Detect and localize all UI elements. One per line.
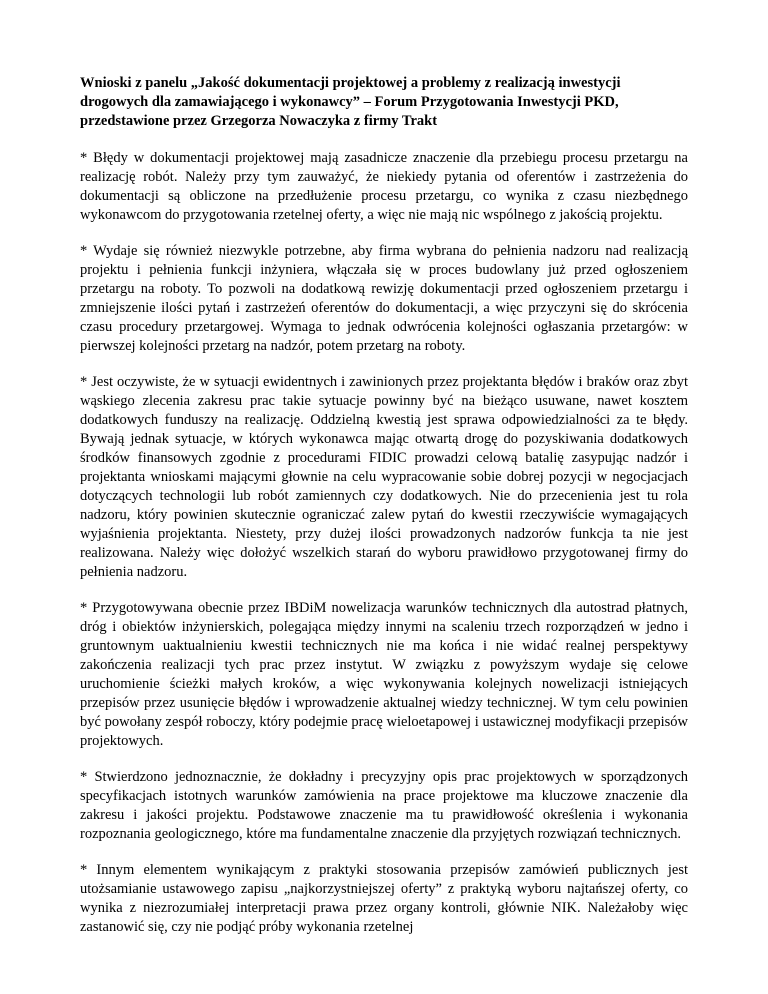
paragraph-3: * Jest oczywiste, że w sytuacji ewidentnych i zawinionych przez projektanta błędów i braków oraz zbyt wąskiego zlecenia zakresu prac takie sytuacje powinny być na bieżąco usuwane, nawet kosztem dodatkowych funduszy na realizację. Oddzielną kwestią jest sprawa odpowiedzialności za te błędy. Bywają jednak sytuacje, w których wykonawca mając otwartą drogę do pozyskiwania dodatkowych środków finansowych zgodnie z procedurami FIDIC prowadzi celową batalię zasypując nadzór i projektanta wnioskami mającymi głownie na celu wypracowanie sobie dobrej pozycji w negocjacjach dotyczących technologii lub robót zamiennych czy dodatkowych. Nie do przecenienia jest tu rola nadzoru, który powinien skutecznie ograniczać zalew pytań do kwestii rzeczywiście wymagających wyjaśnienia projektanta. Niestety, przy dużej ilości prowadzonych nadzorów funkcja ta nie jest realizowana. Należy więc dołożyć wszelkich starań do wyboru prawidłowo przygotowanej firmy do pełnienia nadzoru. — [80, 374, 688, 580]
paragraph-4: * Przygotowywana obecnie przez IBDiM nowelizacja warunków technicznych dla autostrad płatnych, dróg i obiektów inżynierskich, polegająca między innymi na scaleniu trzech rozporządzeń w jedno i gruntownym uaktualnieniu kwestii technicznych nie ma końca i nie widać realnej perspektywy zakończenia realizacji tych prac przez instytut. W związku z powyższym wydaje się celowe uruchomienie ścieżki małych kroków, a więc wykonywania kolejnych nowelizacji istniejących przepisów przez usunięcie błędów i wprowadzenie aktualnej wiedzy technicznej. W tym celu powinien być powołany zespół roboczy, który podejmie pracę wieloetapowej i ustawicznej modyfikacji przepisów projektowych. — [80, 600, 688, 749]
paragraph-6: * Innym elementem wynikającym z praktyki stosowania przepisów zamówień publicznych jest utożsamianie ustawowego zapisu „najkorzystniejszej oferty” z praktyką wyboru najtańszej oferty, co wynika z niezrozumiałej interpretacji prawa przez organy kontroli, głównie NIK. Należałoby więc zastanowić się, czy nie podjąć próby wykonania rzetelnej — [80, 862, 688, 935]
paragraph-1: * Błędy w dokumentacji projektowej mają zasadnicze znaczenie dla przebiegu procesu przetargu na realizację robót. Należy przy tym zauważyć, że niekiedy pytania od oferentów i zastrzeżenia do dokumentacji są obliczone na przedłużenie procesu przetargu, co wynika z czasu niezbędnego wykonawcom do przygotowania rzetelnej oferty, a więc nie mają nic wspólnego z jakością projektu. — [80, 150, 688, 223]
paragraph-5: * Stwierdzono jednoznacznie, że dokładny i precyzyjny opis prac projektowych w sporządzonych specyfikacjach istotnych warunków zamówienia na prace projektowe ma kluczowe znaczenie dla zakresu i jakości projektu. Podstawowe znaczenie ma tu prawidłowość określenia i wykonania rozpoznania geologicznego, które ma fundamentalne znaczenie dla przyjętych rozwiązań technicznych. — [80, 769, 688, 842]
document-title: Wnioski z panelu „Jakość dokumentacji projektowej a problemy z realizacją inwestycji drogowych dla zamawiającego i wykonawcy” – Forum Przygotowania Inwestycji PKD, przedstawione przez Grzegorza Nowaczyka z firmy Trakt — [80, 75, 621, 129]
paragraph-2: * Wydaje się również niezwykle potrzebne, aby firma wybrana do pełnienia nadzoru nad realizacją projektu i pełnienia funkcji inżyniera, włączała się w proces budowlany już przed ogłoszeniem przetargu na roboty. To pozwoli na dodatkową rewizję dokumentacji przed ogłoszeniem przetargu i zmniejszenie ilości pytań i zastrzeżeń oferentów do dokumentacji, a więc przyczyni się do skrócenia czasu procedury przetargowej. Wymaga to jednak odwrócenia kolejności ogłaszania przetargów: w pierwszej kolejności przetarg na nadzór, potem przetarg na roboty. — [80, 243, 688, 354]
document-body — [80, 74, 688, 954]
